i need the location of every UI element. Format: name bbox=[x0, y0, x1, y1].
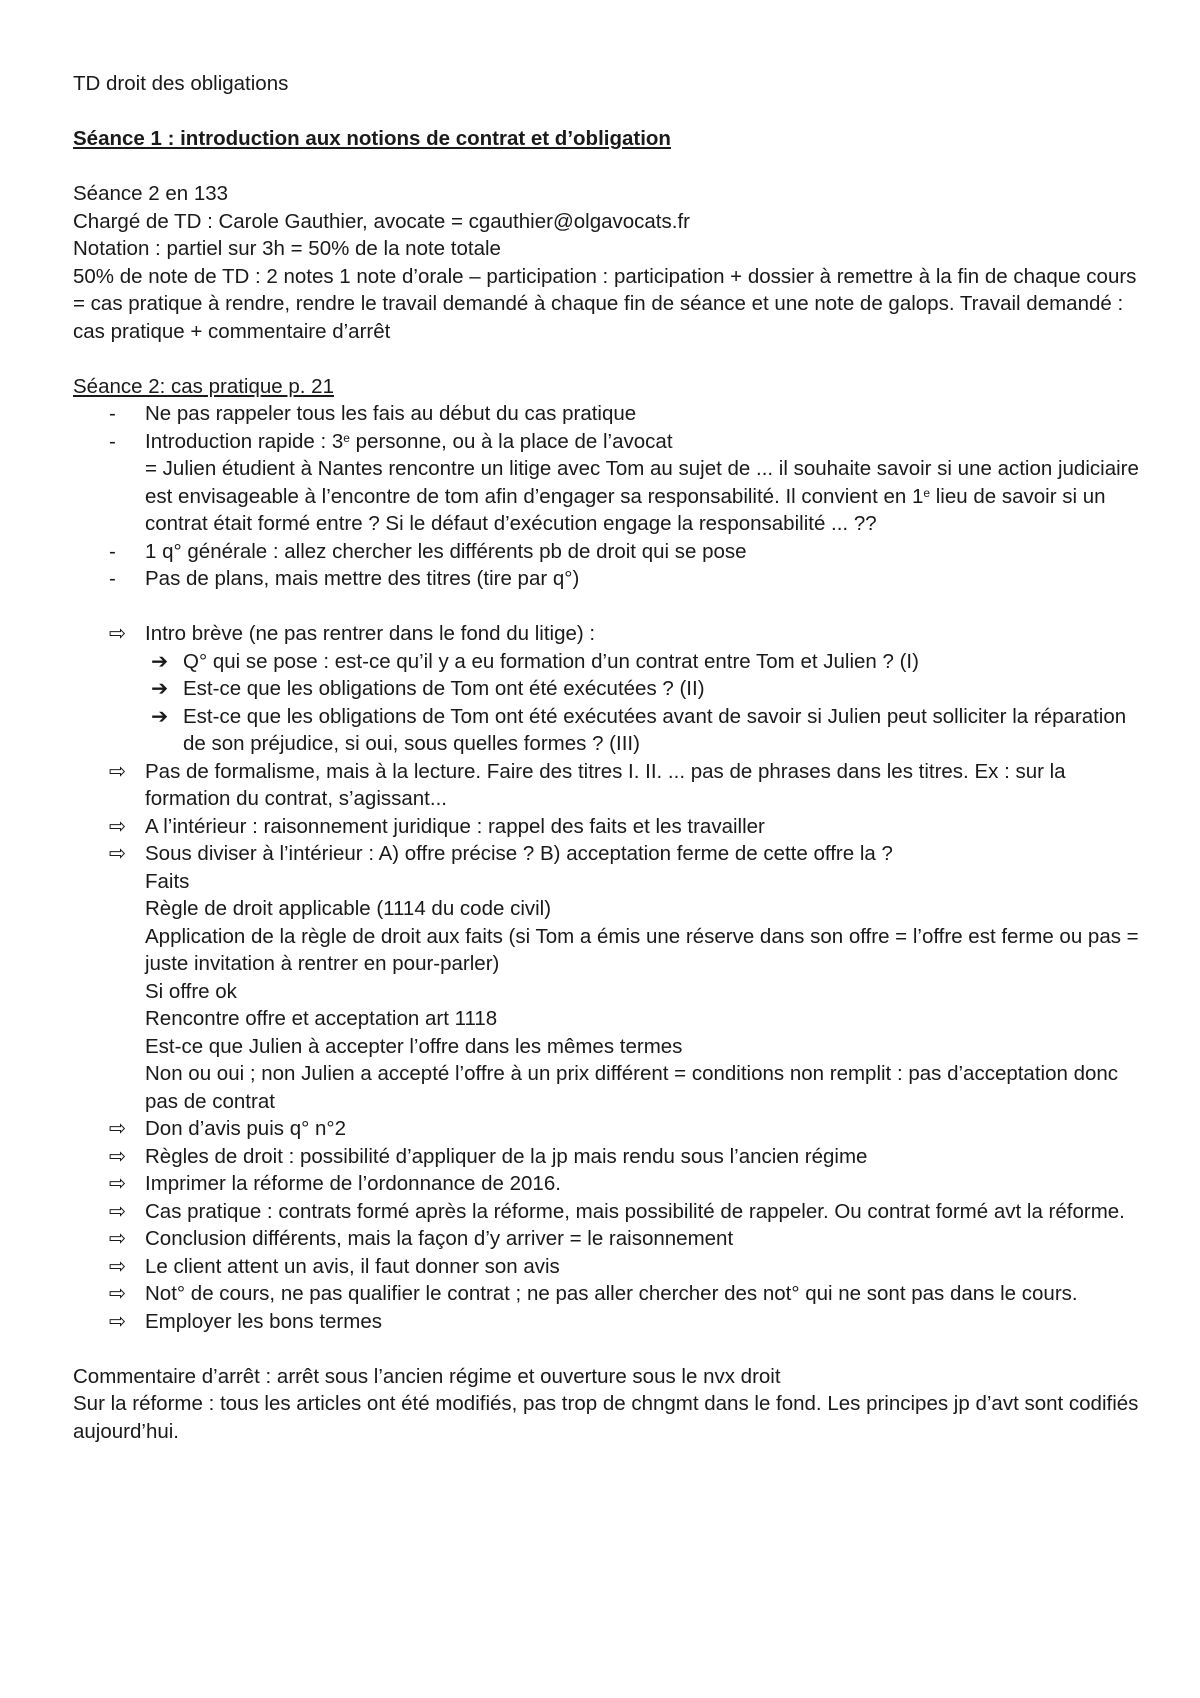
list-item bbox=[73, 813, 1143, 841]
dash-marker: - bbox=[109, 539, 116, 563]
list-item bbox=[73, 428, 1143, 456]
dash-list bbox=[73, 400, 1143, 593]
continuation-text: lieu de savoir si un contrat était formé entre ? Si le défaut d’exécution engage la responsabilité ... ?? bbox=[145, 484, 1106, 535]
list-item bbox=[73, 565, 1143, 593]
list-item-continuation: Application de la règle de droit aux faits (si Tom a émis une réserve dans son offre = l’offre est ferme ou pas = juste invitation à rentrer en pour-parler) bbox=[145, 924, 1139, 975]
arrow-icon: ⇨ bbox=[109, 1172, 127, 1195]
superscript: e bbox=[343, 430, 350, 445]
list-item-text: Conclusion différents, mais la façon d’y arriver = le raisonnement bbox=[145, 1227, 734, 1250]
list-item-text: Not° de cours, ne pas qualifier le contrat ; ne pas aller chercher des not° qui ne sont pas dans le cours. bbox=[145, 1282, 1078, 1305]
list-item-text: Imprimer la réforme de l’ordonnance de 2016. bbox=[145, 1172, 561, 1195]
bold-arrow-icon: ➔ bbox=[151, 649, 169, 673]
list-item bbox=[73, 840, 1143, 868]
spacer bbox=[73, 98, 1143, 126]
sub-item-text: Est-ce que les obligations de Tom ont été exécutées ? (II) bbox=[183, 677, 705, 700]
list-item-continuation: Est-ce que Julien à accepter l’offre dans les mêmes termes bbox=[145, 1034, 683, 1058]
superscript: e bbox=[923, 485, 931, 500]
list-item-text: Employer les bons termes bbox=[145, 1309, 382, 1333]
list-item bbox=[73, 1308, 1143, 1336]
bold-arrow-icon: ➔ bbox=[151, 677, 169, 700]
list-item-text: personne, ou à la place de l’avocat bbox=[349, 429, 673, 453]
list-item-continuation: Non ou oui ; non Julien a accepté l’offre à un prix différent = conditions non remplit : pas d’acceptation donc pas de contrat bbox=[145, 1062, 1119, 1113]
list-item-text: Sous diviser à l’intérieur : A) offre précise ? B) acceptation ferme de cette offre la ? bbox=[145, 842, 893, 865]
list-item-text: Pas de formalisme, mais à la lecture. Faire des titres I. II. ... pas de phrases dans les titres. Ex : sur la formation du contrat, s’agissant... bbox=[145, 759, 1066, 810]
list-item bbox=[73, 1225, 1143, 1253]
list-item-continuation: Si offre ok bbox=[145, 979, 237, 1003]
list-item-continuation: Règle de droit applicable (1114 du code civil) bbox=[145, 897, 552, 920]
arrow-icon: ⇨ bbox=[109, 759, 127, 783]
list-item-text: 1 q° générale : allez chercher les différents pb de droit qui se pose bbox=[145, 539, 747, 563]
list-item bbox=[73, 1115, 1143, 1143]
list-item bbox=[73, 400, 1143, 428]
list-item-text: Don d’avis puis q° n°2 bbox=[145, 1117, 347, 1140]
list-item-text: Le client attent un avis, il faut donner son avis bbox=[145, 1254, 560, 1278]
spacer bbox=[73, 153, 1143, 181]
list-item bbox=[73, 538, 1143, 566]
bold-arrow-icon: ➔ bbox=[151, 704, 169, 728]
list-item-text: Ne pas rappeler tous les fais au début du cas pratique bbox=[145, 402, 637, 425]
arrow-icon: ⇨ bbox=[109, 1282, 127, 1305]
arrow-icon: ⇨ bbox=[109, 1227, 127, 1250]
arrow-icon: ⇨ bbox=[109, 814, 127, 838]
list-item bbox=[73, 1280, 1143, 1308]
sub-list-item bbox=[73, 703, 1143, 758]
list-item-continuation: Rencontre offre et acceptation art 1118 bbox=[145, 1007, 498, 1030]
arrow-icon: ⇨ bbox=[109, 1309, 127, 1333]
dash-marker: - bbox=[109, 429, 116, 453]
list-item-continuation bbox=[73, 455, 1143, 538]
spacer bbox=[73, 593, 1143, 621]
arrow-icon: ⇨ bbox=[109, 1254, 127, 1278]
document-page bbox=[73, 70, 1143, 1445]
list-item-text: Règles de droit : possibilité d’appliquer de la jp mais rendu sous l’ancien régime bbox=[145, 1144, 868, 1168]
sub-item-text: Est-ce que les obligations de Tom ont été exécutées avant de savoir si Julien peut solliciter la réparation de son préjudice, si oui, sous quelles formes ? (III) bbox=[183, 704, 1127, 755]
spacer bbox=[73, 345, 1143, 373]
seance2-heading: Séance 2: cas pratique p. 21 bbox=[73, 374, 334, 398]
list-item bbox=[73, 1198, 1143, 1226]
document-title: TD droit des obligations bbox=[73, 72, 289, 95]
list-item-text: Intro brève (ne pas rentrer dans le fond du litige) : bbox=[145, 622, 596, 645]
reforme-note: Sur la réforme : tous les articles ont été modifiés, pas trop de chngmt dans le fond. Les principes jp d’avt sont codifiés aujourd’hui. bbox=[73, 1392, 1139, 1443]
arrow-list bbox=[73, 620, 1143, 1335]
notation-info: Notation : partiel sur 3h = 50% de la note totale bbox=[73, 237, 501, 260]
list-item-text: Cas pratique : contrats formé après la réforme, mais possibilité de rappeler. Ou contrat formé avt la réforme. bbox=[145, 1199, 1125, 1223]
teacher-info: Chargé de TD : Carole Gauthier, avocate = cgauthier@olgavocats.fr bbox=[73, 209, 690, 233]
sub-item-text: Q° qui se pose : est-ce qu’il y a eu formation d’un contrat entre Tom et Julien ? (I) bbox=[183, 649, 919, 673]
sub-list-item bbox=[73, 675, 1143, 703]
sub-list-item bbox=[73, 648, 1143, 676]
dash-marker: - bbox=[109, 567, 116, 590]
arrow-icon: ⇨ bbox=[109, 842, 127, 865]
dash-marker: - bbox=[109, 402, 116, 425]
arrow-icon: ⇨ bbox=[109, 622, 127, 645]
list-item bbox=[73, 758, 1143, 813]
list-item bbox=[73, 1253, 1143, 1281]
room-info: Séance 2 en 133 bbox=[73, 182, 229, 205]
list-item bbox=[73, 1170, 1143, 1198]
td-note-info: 50% de note de TD : 2 notes 1 note d’orale – participation : participation + dossier à remettre à la fin de chaque cours = cas pratique à rendre, rendre le travail demandé à chaque fin de séance et une note de galops. Travail demandé : cas pratique + commentaire d’arrêt bbox=[73, 264, 1137, 343]
list-item-text: A l’intérieur : raisonnement juridique : rappel des faits et les travailler bbox=[145, 814, 765, 838]
seance1-heading: Séance 1 : introduction aux notions de contrat et d’obligation bbox=[73, 127, 671, 150]
list-item-text: Introduction rapide : 3 bbox=[145, 429, 344, 453]
arrow-icon: ⇨ bbox=[109, 1117, 127, 1140]
arrow-icon: ⇨ bbox=[109, 1199, 127, 1223]
spacer bbox=[73, 1335, 1143, 1363]
list-item-continuation: Faits bbox=[145, 869, 190, 893]
commentaire-note: Commentaire d’arrêt : arrêt sous l’ancien régime et ouverture sous le nvx droit bbox=[73, 1364, 781, 1388]
arrow-icon: ⇨ bbox=[109, 1144, 127, 1168]
list-item bbox=[73, 620, 1143, 648]
continuation-text: = Julien étudient à Nantes rencontre un litige avec Tom au sujet de ... il souhaite savoir si une action judiciaire est envisageable à l’encontre de tom afin d’engager sa responsabilité. Il convient en 1 bbox=[145, 457, 1139, 508]
list-item bbox=[73, 1143, 1143, 1171]
list-item-text: Pas de plans, mais mettre des titres (tire par q°) bbox=[145, 567, 580, 590]
